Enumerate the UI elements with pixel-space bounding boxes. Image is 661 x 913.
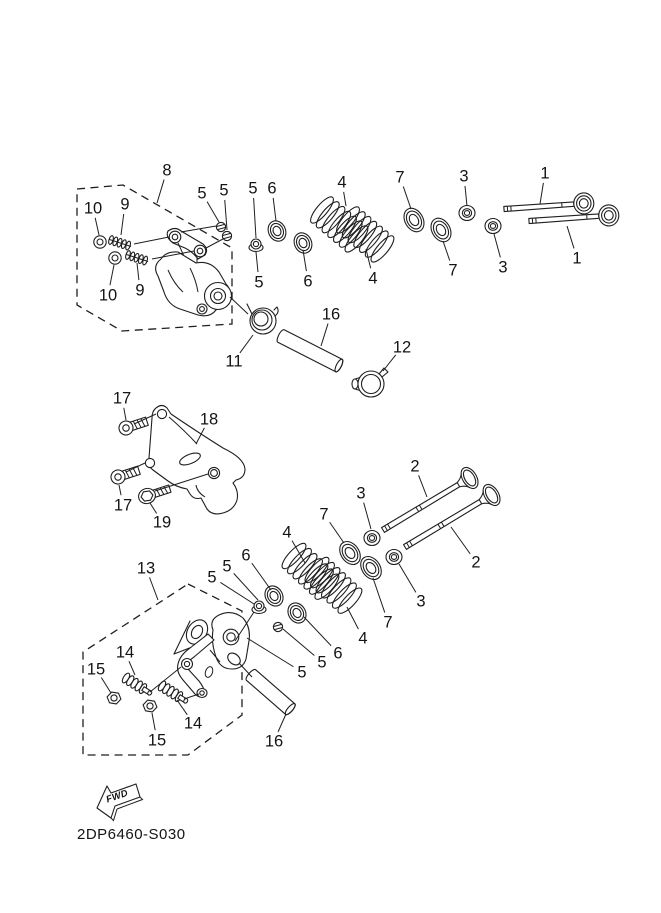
- stem-seal-6c: [261, 583, 286, 610]
- callout-7: 7: [395, 168, 405, 187]
- callout-leader-9: [121, 214, 124, 235]
- callout-3: 3: [498, 258, 508, 277]
- flange-nut-5d: [252, 601, 266, 614]
- callout-3: 3: [356, 484, 366, 503]
- callout-14: 14: [183, 714, 203, 733]
- callout-4: 4: [368, 269, 378, 288]
- bolt-17a: [117, 415, 149, 437]
- callout-leader-6: [304, 617, 331, 646]
- retainer-3c: [364, 531, 380, 546]
- spring-seat-7c: [335, 538, 364, 569]
- callout-leader-7: [330, 522, 344, 543]
- callout-3: 3: [416, 592, 426, 611]
- callout-leader-5: [220, 582, 254, 604]
- callout-leader-19: [150, 503, 157, 514]
- stem-seal-6d: [284, 600, 309, 627]
- callout-leader-5: [247, 638, 293, 667]
- bracket-18: [145, 406, 245, 514]
- callout-leader-3: [465, 186, 467, 206]
- callout-7: 7: [319, 505, 329, 524]
- spring-seat-7d: [356, 553, 385, 584]
- callout-leader-5: [254, 198, 256, 238]
- spring-seat-7a: [400, 205, 428, 236]
- callout-leader-12: [383, 355, 396, 371]
- callout-2: 2: [410, 457, 420, 476]
- callout-leader-2: [419, 475, 427, 497]
- callout-4: 4: [358, 629, 368, 648]
- callout-leader-13: [150, 577, 158, 600]
- callout-leader-16: [321, 324, 328, 346]
- valve-2b: [399, 482, 503, 557]
- callout-13: 13: [136, 559, 156, 578]
- fwd-label: FWD: [104, 787, 130, 806]
- callout-6: 6: [333, 644, 343, 663]
- retainer-3b: [485, 219, 501, 234]
- callout-16: 16: [264, 732, 284, 751]
- callout-leader-4: [344, 192, 346, 206]
- valve-2a: [377, 465, 481, 540]
- callout-8: 8: [162, 161, 172, 180]
- callout-leader-17: [124, 408, 126, 420]
- callout-5: 5: [207, 568, 217, 587]
- callout-18: 18: [199, 410, 219, 429]
- callout-9: 9: [135, 281, 145, 300]
- callout-5: 5: [317, 653, 327, 672]
- callout-leader-3: [399, 564, 416, 592]
- callout-leader-5: [256, 252, 258, 272]
- callout-10: 10: [98, 286, 118, 305]
- callout-7: 7: [383, 613, 393, 632]
- locknut-5e: [272, 621, 283, 632]
- rocker-shaft-16a: [276, 329, 345, 373]
- callout-leader-8: [157, 180, 164, 203]
- callout-leader-7: [443, 241, 450, 261]
- callout-19: 19: [152, 513, 172, 532]
- callout-9: 9: [120, 195, 130, 214]
- locknut-15b: [143, 700, 157, 712]
- spring-seat-7b: [427, 215, 455, 246]
- callout-5: 5: [248, 179, 258, 198]
- retainer-3a: [459, 206, 475, 221]
- callout-6: 6: [303, 272, 313, 291]
- callout-15: 15: [86, 660, 106, 679]
- rocker-arm-assembly-13: [174, 613, 249, 698]
- callout-leader-6: [252, 563, 271, 590]
- callout-leader-6: [273, 198, 276, 221]
- callout-6: 6: [241, 546, 251, 565]
- assembly-box-13: [83, 584, 242, 755]
- bolt-19: [137, 481, 173, 505]
- callout-14: 14: [115, 643, 135, 662]
- callout-5: 5: [222, 557, 232, 576]
- callout-leader-11: [240, 335, 253, 353]
- callout-leader-1: [567, 226, 574, 248]
- callout-10: 10: [83, 199, 103, 218]
- rocker-shaft-16b: [245, 668, 297, 716]
- callout-6: 6: [267, 179, 277, 198]
- callout-16: 16: [321, 305, 341, 324]
- callout-leader-10: [110, 265, 114, 285]
- callout-leader-16: [278, 714, 286, 732]
- callout-leader-3: [364, 503, 371, 529]
- fwd-arrow: [97, 784, 143, 821]
- callout-12: 12: [392, 338, 412, 357]
- callout-leader-5: [283, 629, 314, 656]
- stopper-plate-12: [352, 368, 388, 397]
- adjust-screw-14b: [157, 680, 190, 706]
- callout-leader-7: [373, 578, 385, 613]
- locknut-5a: [215, 221, 226, 232]
- callout-17: 17: [113, 496, 133, 515]
- callout-leader-5: [234, 573, 258, 600]
- callout-1: 1: [540, 164, 550, 183]
- callout-leader-15: [101, 677, 111, 693]
- callout-5: 5: [197, 184, 207, 203]
- locknut-5b: [221, 230, 232, 241]
- retainer-3d: [386, 550, 402, 565]
- callout-leader-14: [129, 661, 135, 675]
- torsion-spring-11: [247, 304, 278, 334]
- adjust-screw-9a: [108, 235, 133, 251]
- callout-1: 1: [572, 249, 582, 268]
- callout-leader-9: [137, 263, 139, 280]
- callout-leader-17: [119, 485, 121, 495]
- callout-5: 5: [297, 663, 307, 682]
- callout-leader-3: [494, 234, 500, 257]
- locknut-15a: [107, 692, 121, 704]
- callout-5: 5: [254, 273, 264, 292]
- callout-4: 4: [282, 523, 292, 542]
- callout-3: 3: [459, 167, 469, 186]
- flange-nut-5c: [249, 239, 263, 252]
- callout-leader-4: [366, 249, 371, 268]
- drawing-number: 2DP6460-S030: [77, 826, 186, 843]
- callout-leader-5: [207, 202, 219, 222]
- callout-15: 15: [147, 731, 167, 750]
- adjust-screw-14a: [121, 672, 154, 698]
- callout-leader-1: [540, 183, 543, 204]
- callout-11: 11: [225, 352, 243, 371]
- callout-17: 17: [112, 389, 132, 408]
- stem-seal-6a: [265, 218, 289, 244]
- callout-leader-2: [451, 527, 470, 554]
- rocker-arm-assembly-8: [156, 229, 232, 316]
- callout-leader-4: [347, 607, 358, 629]
- callout-leader-15: [152, 713, 155, 730]
- nut-10b: [109, 252, 121, 264]
- callout-7: 7: [448, 261, 458, 280]
- callout-5: 5: [219, 181, 229, 200]
- callout-2: 2: [471, 553, 481, 572]
- nut-10a: [94, 236, 106, 248]
- callout-4: 4: [337, 173, 347, 192]
- callout-leader-10: [95, 218, 99, 235]
- callout-leader-7: [403, 186, 411, 209]
